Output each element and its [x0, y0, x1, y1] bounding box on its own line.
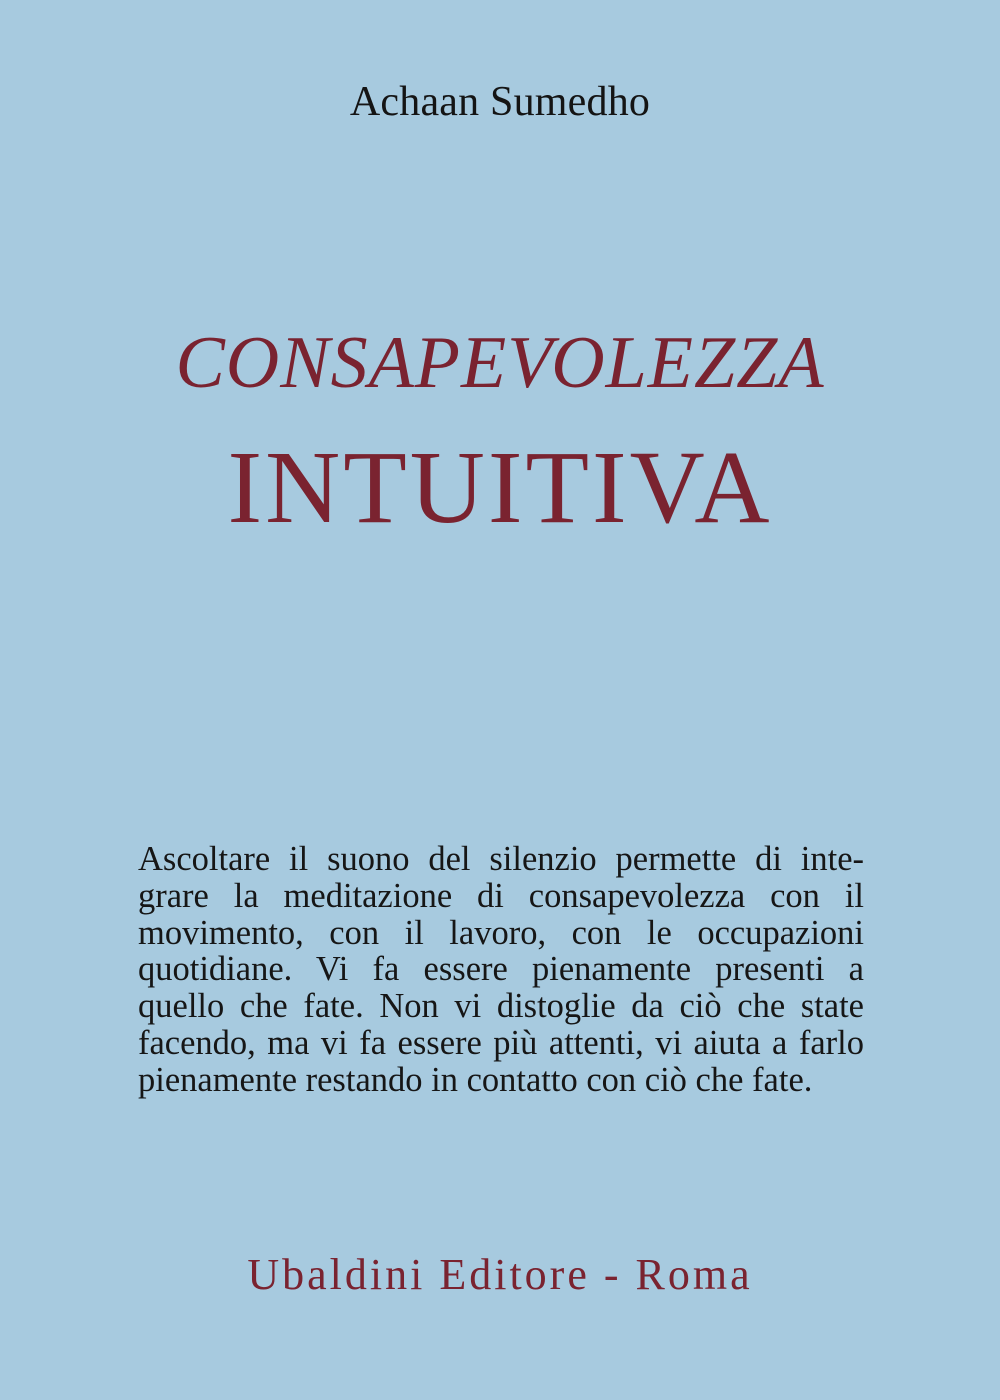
blurb-line: facendo, ma vi fa essere più attenti, vi aiuta a farlo	[138, 1023, 864, 1062]
title-line-2: INTUITIVA	[227, 430, 773, 545]
blurb-line: pienamente restando in contatto con ciò che fate.	[138, 1060, 813, 1099]
blurb-line: quotidiane. Vi fa essere pienamente presenti a	[138, 950, 864, 989]
blurb-line: Ascoltare il suono del silenzio permette di inte-	[138, 840, 864, 878]
blurb-line: grare la meditazione di consapevolezza con il	[138, 876, 864, 915]
blurb-line: quello che fate. Non vi distoglie da ciò che state	[138, 987, 864, 1026]
author-name: Achaan Sumedho	[349, 79, 651, 125]
back-blurb	[138, 841, 864, 1099]
blurb-line: movimento, con il lavoro, con le occupazioni	[138, 913, 864, 952]
publisher-imprint: Ubaldini Editore - Roma	[247, 1250, 753, 1299]
title-line-1: CONSAPEVOLEZZA	[175, 322, 825, 404]
